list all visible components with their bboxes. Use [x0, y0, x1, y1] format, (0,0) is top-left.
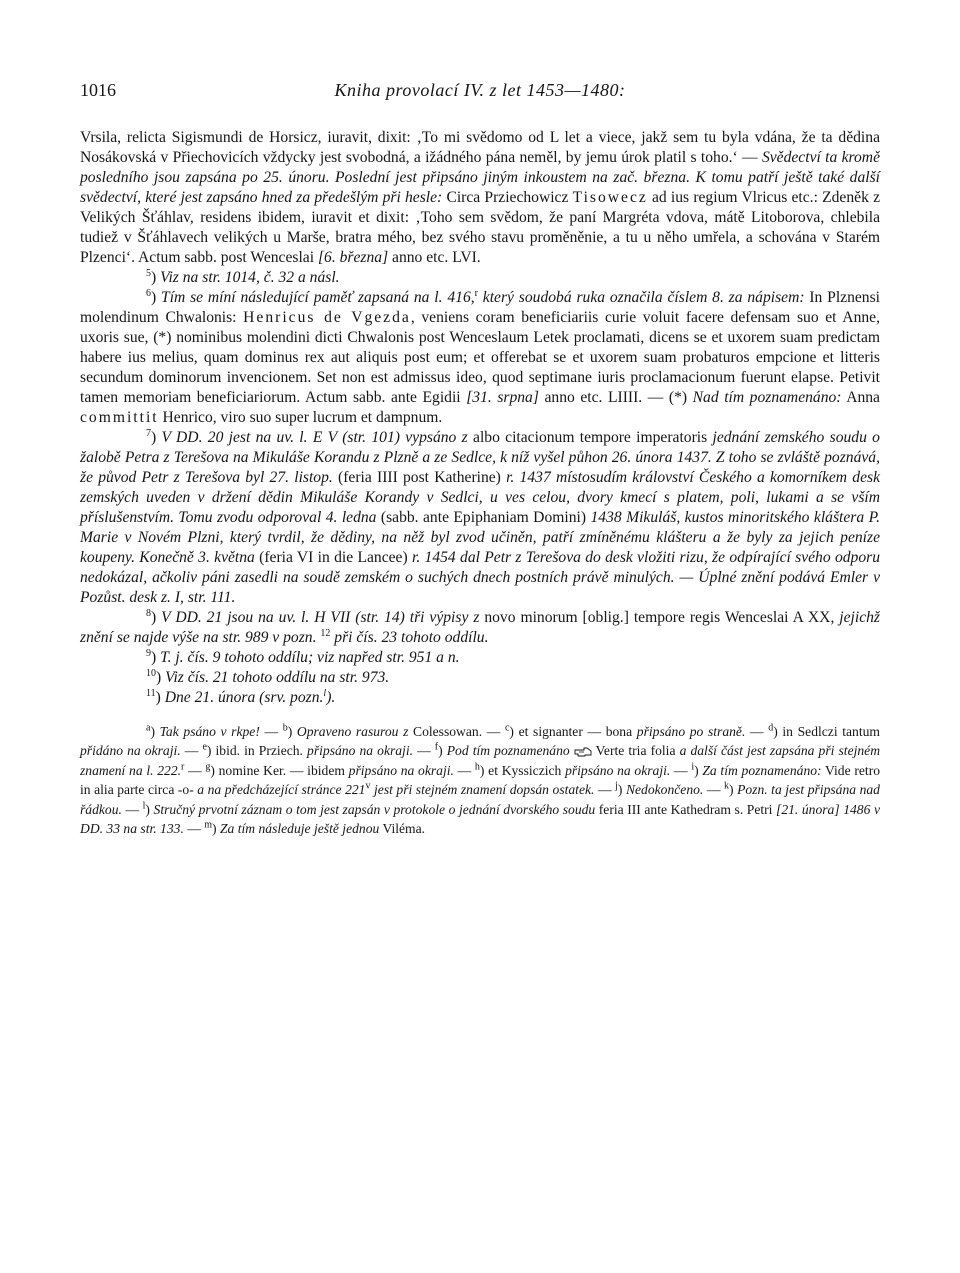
text-segment: a na předcházející stránce 221 — [197, 782, 366, 798]
text-segment: V DD. 21 jsou na uv. l. H VII (str. 14) tři výpisy z — [161, 609, 480, 626]
paragraph-testimony — [80, 128, 880, 268]
text-segment: Henrico, viro suo super lucrum et dampnum. — [158, 409, 443, 426]
apparatus-mark: k — [724, 780, 729, 792]
apparatus-mark: g — [205, 761, 211, 773]
text-segment: et Kyssiczich — [484, 762, 566, 778]
text-segment: Za tím následuje ještě jednou — [219, 821, 380, 837]
apparatus-mark: j — [615, 780, 618, 792]
text-segment: l — [323, 687, 327, 699]
text-segment: Henricus de Vgezda — [243, 309, 411, 326]
text-segment: V DD. 20 jest na uv. l. E V (str. 101) vypsáno z — [161, 429, 468, 446]
page-header — [80, 78, 880, 102]
text-segment: feria III ante Kathedram s. Petri — [595, 801, 777, 817]
text-segment: albo citacionum tempore imperatoris — [467, 429, 713, 446]
footnote-mark: 6 — [146, 287, 151, 299]
main-text — [80, 128, 880, 708]
apparatus-mark: a — [146, 722, 151, 734]
apparatus-mark: i — [691, 761, 695, 773]
text-segment: v — [365, 780, 371, 792]
text-segment: a další část jest zapsána při stejném znamení na l. 222. — [80, 743, 881, 778]
text-segment: ibid. in Prziech. — [211, 743, 308, 759]
footnote-5: $^5$) Viz na str. 1014, č. 32 a násl. — [146, 267, 340, 286]
footnote-10: $^{10}$) Viz čís. 21 tohoto oddílu na str. 973. — [146, 667, 390, 686]
text-segment: r — [474, 287, 478, 299]
text-segment: [21. února] 1486 v DD. 33 na str. 133. — [80, 801, 880, 837]
apparatus-mark: l — [142, 800, 146, 812]
apparatus-mark: m — [204, 819, 213, 831]
text-segment: novo minorum [oblig.] tempore regis Wenceslai A XX, — [479, 609, 840, 626]
text-segment: jejichž znění se najde výše na str. 989 v pozn. — [80, 609, 880, 646]
apparatus-notes: $^a$) Tak psáno v rkpe! — $^b$) Opraveno rasurou z Colessowan. — $^c$) et signanter — bona připsáno po straně. — $^d$) in Sedlczi tantum přidáno na okraji. — $^e$) ibid. in Prziech. připsáno na okraji. — $^f$) Pod tím poznamenáno Verte tria folia a další část jest zapsána při stejném znamení na l. 222.$^r$ — $^g$) nomine Ker. — ibidem připsáno na okraji. — $^h$) et Kyssiczich připsáno na okraji. — $^i$) Za tím poznamenáno: Vide retro in alia parte circa -o- a na předcházející stránce 221$^v$ jest při stejném znamení dopsán ostatek. — $^j$) Nedokončeno. — $^k$) Pozn. ta jest připsána nad řádkou. — $^l$) Stručný prvotní záznam o tom jest zapsán v protokole o jednání dvorského soudu feria III ante Kathedram s. Petri [21. února] 1486 v DD. 33 na str. 133. — $^m$) Za tím následuje ještě jednou Viléma. — [80, 722, 881, 837]
text-segment: et signanter — bona — [513, 724, 637, 739]
text-segment: Viléma. — [379, 821, 426, 837]
page-number: 1016 — [80, 80, 116, 100]
apparatus-mark: f — [434, 741, 439, 753]
apparatus-mark: e — [202, 741, 207, 753]
text-segment: připsáno na okraji. — [307, 743, 414, 759]
text-segment: T. j. čís. 9 tohoto oddílu; viz napřed str. 951 a n. — [160, 649, 460, 666]
footnote-6: $^6$) Tím se míní následující paměť zapsaná na l. 416,$^r$ který soudobá ruka označila číslem 8. za nápisem: In Plznensi molendinum Chwalonis: Henricus de Vgezda, veniens coram beneficiariis curie voluit facere defensam suo et Anne, uxoris sue, (*) nominibus molendini dicti Chwalonis post Wenceslaum Letek proclamati, dicens se et uxorem suam predictam habere ius melius, quam dominus rex aut aliquis post eum; et offerebat se et uxorem suam probaturos empcione et litteris secundum dominorum invencionem. Set non est admissus ideo, quod septimane iuris proclamacionum fuerunt elapse. Petivit tamen memoriam beneficiariorum. Actum sabb. ante Egidii [31. srpna] anno etc. LIIII. — (*) Nad tím poznamenáno: Anna committit Henrico, viro suo super lucrum et dampnum. — [80, 287, 880, 426]
text-segment: [6. března] — [317, 249, 389, 266]
text-segment: Nedokončeno. — [625, 782, 704, 798]
footnote-mark: 8 — [146, 607, 151, 619]
text-segment: Viz na str. 1014, č. 32 a násl. — [160, 269, 340, 286]
text-segment: Vide retro in alia parte circa — [80, 762, 881, 798]
critical-apparatus — [80, 722, 880, 838]
footnote-11: $^{11}$) Dne 21. února (srv. pozn.$^l$). — [146, 687, 336, 706]
text-segment: (feria VI in die Lancee) — [254, 549, 412, 566]
text-segment: Vrsila, relicta Sigismundi de Horsicz, iuravit, dixit: ‚To mi svědomo od L let a viece, jakž sem tu byla vdána, že ta dědina Nosákovská v Přiechovicích vždycky jest svobodná, a ižádného pána neměl, by jemu úrok platil s toho.‘ — — [80, 129, 880, 166]
text-segment: Tím se míní následující paměť zapsaná na l. 416, — [161, 289, 475, 306]
text-segment: přidáno na okraji. — [80, 743, 181, 759]
text-segment: Tisowecz — [572, 189, 648, 206]
apparatus-mark: h — [474, 761, 480, 773]
text-segment: Circa Prziechowicz — [442, 189, 573, 206]
text-segment: Stručný prvotní záznam o tom jest zapsán v protokole o jednání dvorského soudu — [153, 801, 596, 817]
footnote-mark: 11 — [146, 687, 156, 699]
footnote-mark: 10 — [146, 667, 156, 679]
text-segment: [31. srpna] — [466, 389, 539, 406]
apparatus-mark: b — [282, 722, 288, 734]
text-segment: Za tím poznamenáno: — [702, 762, 822, 778]
text-segment: Pod tím poznamenáno — [446, 743, 570, 759]
text-segment: r. 1437 místosudím království Českého a komorníkem desk zemských uveden v držení dědin Mikuláše Korandy v Sedlci, u ves celou, dvory kmecí s platem, poli, lukami a se vším příslušenstvím. Tomu zvodu odporoval 4. ledna — [80, 469, 880, 526]
text-segment: 1438 Mikuláš, kustos minoritského kláštera P. Marie v Novém Plzni, který tvrdil, že dědiny, na něž byl zvod učiněn, patří zmíněnému klášteru a že byly za jejich peníze koupeny. Konečně 3. května — [80, 509, 880, 566]
text-segment: Nad tím poznamenáno: — [692, 389, 842, 406]
text-segment: (feria IIII post Katherine) — [332, 469, 507, 486]
text-segment: Verte tria folia — [591, 743, 680, 759]
footnote-mark: 7 — [146, 427, 151, 439]
running-title: Kniha provolací IV. z let 1453—1480: — [334, 80, 626, 100]
text-segment: nomine Ker. — ibidem — [214, 762, 349, 778]
text-segment: Tak psáno v rkpe! — [159, 724, 260, 739]
text-segment: připsáno po straně. — [636, 724, 746, 739]
text-segment: (sabb. ante Epiphaniam Domini) — [376, 509, 591, 526]
footnote-mark: 5 — [146, 267, 151, 279]
text-segment: ). — [326, 689, 336, 706]
text-segment: in Sedlczi tantum — [777, 724, 881, 739]
text-segment: připsáno na okraji. — [348, 762, 454, 778]
text-segment: jest při stejném znamení dopsán ostatek. — [370, 782, 595, 798]
apparatus-mark: d — [768, 722, 774, 734]
text-segment: Colessowan. — — [408, 724, 505, 739]
text-segment: Dne 21. února (srv. pozn. — [164, 689, 324, 706]
text-segment: připsáno na okraji. — [565, 762, 671, 778]
footnote-mark: 9 — [146, 647, 151, 659]
text-segment: anno etc. LIIII. — (*) — [538, 389, 693, 406]
apparatus-mark: c — [504, 722, 510, 734]
text-segment: anno etc. LVI. — [388, 249, 481, 266]
text-segment: který soudobá ruka označila číslem 8. za nápisem: — [477, 289, 805, 306]
text-segment: , veniens coram beneficiariis curie voluit facere defensam suo et Anne, uxoris sue, (*) nominibus molendini dicti Chwalonis post Wenceslaum Letek proclamati, dicens se et uxorem suam predictam habere ius melius, quam dominus rex aut aliquis post eum; et offerebat se et uxorem suam probaturos empcione et litteris secundum dominorum invencionem. Set non est admissus ideo, quod septimane iuris proclamacionum fuerunt elapse. Petivit tamen memoriam beneficiariorum. Actum sabb. ante Egidii — [80, 309, 880, 406]
pointing-hand-icon — [574, 747, 592, 757]
text-segment: r — [181, 761, 185, 773]
text-segment: Opraveno rasurou z — [296, 724, 409, 739]
text-segment: In Plznensi molendinum Chwalonis: — [80, 289, 880, 326]
text-segment: ad ius regium Vlricus etc.: Zdeněk z Velikých Šťáhlav, residens ibidem, iuravit et dixit: ‚Toho sem svědom, že paní Margréta vdova, mátě Litoborova, chlebila tudiež v Šťáhlavech velikých u Marše, bratra mého, bez svého stavu proměněnie, a tu u něho umřela, a schována v Starém Plzenci‘. Actum sabb. post Wenceslai — [80, 189, 880, 266]
footnote-9: $^9$) T. j. čís. 9 tohoto oddílu; viz napřed str. 951 a n. — [146, 647, 460, 666]
text-segment: 12 — [320, 627, 331, 639]
text-segment: Anna — [841, 389, 880, 406]
text-segment: committit — [80, 409, 159, 426]
text-segment: při čís. 23 tohoto oddílu. — [330, 629, 489, 646]
footnote-8: $^8$) V DD. 21 jsou na uv. l. H VII (str. 14) tři výpisy z novo minorum [oblig.] tempore regis Wenceslai A XX, jejichž znění se najde výše na str. 989 v pozn. $^{12}$ při čís. 23 tohoto oddílu. — [80, 607, 880, 646]
text-segment: Viz čís. 21 tohoto oddílu na str. 973. — [165, 669, 390, 686]
text-segment: Pozn. ta jest připsána nad řádkou. — [80, 782, 880, 817]
text-segment: Svědectví ta kromě posledního jsou zapsána po 25. únoru. Poslední jest připsáno jiným inkoustem na zač. března. K tomu patří ještě také další svědectví, které jest zapsáno hned za předešlým při hesle: — [80, 149, 880, 206]
text-segment: -o- — [177, 782, 198, 798]
footnote-7: $^7$) V DD. 20 jest na uv. l. E V (str. 101) vypsáno z albo citacionum tempore imperatoris jednání zemského soudu o žalobě Petra z Terešova na Mikuláše Korandu z Plzně a ze Sedlce, k níž vyšel půhon 26. února 1437. Z toho se zvláště poznává, že původ Petr z Terešova byl 27. listop. (feria IIII post Katherine) r. 1437 místosudím království Českého a komorníkem desk zemských uveden v držení dědin Mikuláše Korandy v Sedlci, u ves celou, dvory kmecí s platem, poli, lukami a se vším příslušenstvím. Tomu zvodu odporoval 4. ledna (sabb. ante Epiphaniam Domini) 1438 Mikuláš, kustos minoritského kláštera P. Marie v Novém Plzni, který tvrdil, že dědiny, na něž byl zvod učiněn, patří zmíněnému klášteru a že byly za jejich peníze koupeny. Konečně 3. května (feria VI in die Lancee) r. 1454 dal Petr z Terešova do desk vložiti rizu, že odpírající svého odporu nedokázal, ačkoliv páni zasedli na soudě zemském o suchých dnech postních právě minulých. — Úplné znění podává Emler v Pozůst. desk z. I, str. 111. — [80, 427, 880, 606]
text-segment: jednání zemského soudu o žalobě Petra z Terešova na Mikuláše Korandu z Plzně a ze Sedlce, k níž vyšel půhon 26. února 1437. Z toho se zvláště poznává, že původ Petr z Terešova byl 27. listop. — [80, 429, 880, 486]
text-segment: r. 1454 dal Petr z Terešova do desk vložiti rizu, že odpírající svého odporu nedokázal, ačkoliv páni zasedli na soudě zemském o suchých dnech postních právě minulých. — Úplné znění podává Emler v Pozůst. desk z. I, str. 111. — [80, 549, 880, 606]
